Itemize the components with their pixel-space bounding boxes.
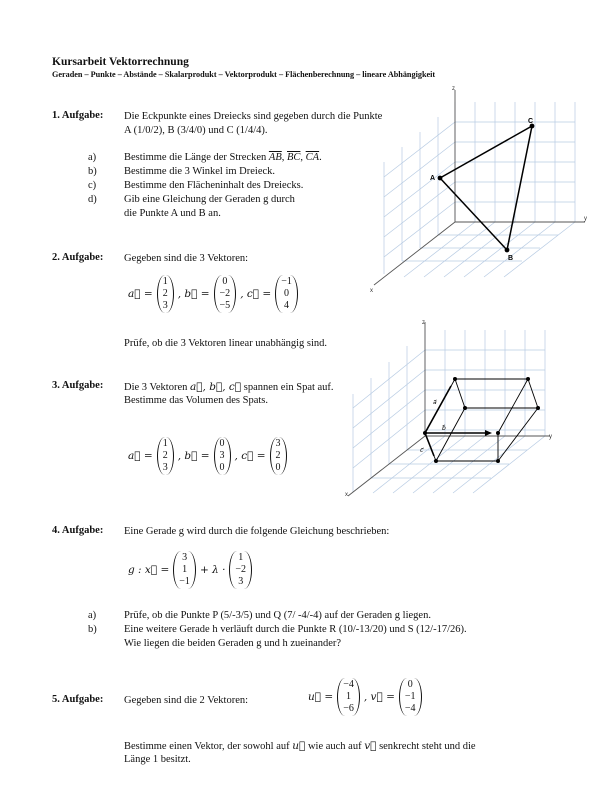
vec-b-comp-2: −2 bbox=[219, 288, 231, 299]
triangle-3d-figure bbox=[360, 82, 592, 294]
support-vector bbox=[173, 551, 196, 589]
direction-comp-1: 1 bbox=[238, 552, 244, 563]
segment-ca: $\overline{CA}$ bbox=[305, 152, 320, 163]
task3-vec-b-column bbox=[214, 437, 231, 475]
task1-intro-line1: Die Eckpunkte eines Dreiecks sind gegeben durch die Punkte bbox=[124, 111, 383, 122]
task4-item-b-text2: Wie liegen die beiden Geraden g und h zueinander? bbox=[124, 638, 342, 649]
point-b bbox=[505, 248, 510, 253]
vec-c-symbol: , c⃗ = bbox=[240, 288, 272, 300]
task2-question: Prüfe, ob die 3 Vektoren linear unabhängig sind. bbox=[124, 338, 328, 349]
support-comp-1: 3 bbox=[182, 552, 188, 563]
task5-q-pre: Bestimme einen Vektor, der sowohl auf bbox=[124, 741, 290, 752]
triangle-abc bbox=[440, 126, 532, 250]
x-axis bbox=[348, 436, 425, 496]
segment-ab: $\overline{AB}$ bbox=[268, 152, 282, 163]
task3-vec-b-comp-2: 3 bbox=[219, 450, 225, 461]
vec-a-comp-2: 2 bbox=[162, 288, 168, 299]
vec-a-column bbox=[157, 275, 174, 313]
grid-lines bbox=[384, 102, 575, 277]
task3-line2: Bestimme das Volumen des Spats. bbox=[124, 395, 268, 406]
x-axis bbox=[374, 222, 455, 285]
vec-a-comp-3: 3 bbox=[162, 300, 168, 311]
task5-q-mid2: senkrecht steht und die bbox=[379, 741, 476, 752]
vector-b-label: b⃗ bbox=[442, 426, 446, 432]
task1-item-a-text: Bestimme die Länge der Strecken bbox=[124, 152, 267, 163]
direction-comp-3: 3 bbox=[238, 576, 244, 587]
point-a bbox=[438, 176, 443, 181]
task3-vec-c-comp-1: 3 bbox=[275, 438, 281, 449]
task1-intro-line2: A (1/0/2), B (3/4/0) und C (1/4/4). bbox=[124, 125, 268, 136]
vector-b-arrowhead bbox=[485, 430, 492, 436]
z-axis-label: z bbox=[422, 320, 425, 326]
task5-q-mid1: wie auch auf bbox=[307, 741, 362, 752]
vector-a-label: a⃗ bbox=[433, 400, 437, 406]
vec-b-comp-1: 0 bbox=[222, 276, 228, 287]
task1-item-a-letter: a) bbox=[88, 152, 97, 163]
vec-v-symbol: , v⃗ = bbox=[363, 691, 395, 703]
line-equation-g bbox=[128, 551, 254, 589]
task5-u-symbol: u⃗ bbox=[292, 740, 306, 752]
task3-line1-pre: Die 3 Vektoren bbox=[124, 382, 188, 393]
x-axis-label: x bbox=[370, 288, 373, 294]
task3-vec-b-comp-3: 0 bbox=[219, 462, 225, 473]
task3-vec-c-comp-2: 2 bbox=[275, 450, 281, 461]
task5-question-line2: Länge 1 besitzt. bbox=[124, 754, 191, 765]
task3-vec-b-symbol: , b⃗ = bbox=[177, 450, 210, 462]
task3-vec-c-comp-3: 0 bbox=[275, 462, 281, 473]
vector-c-arrow bbox=[425, 433, 434, 456]
grid-lines bbox=[353, 330, 545, 493]
task3-vec-a-comp-3: 3 bbox=[162, 462, 168, 473]
vec-a-symbol: a⃗ = bbox=[128, 288, 153, 300]
task3-vec-a-comp-2: 2 bbox=[162, 450, 168, 461]
task1-label: 1. Aufgabe: bbox=[52, 110, 104, 121]
task1-item-c-text: Bestimme den Flächeninhalt des Dreiecks. bbox=[124, 180, 304, 191]
axes bbox=[374, 90, 585, 285]
vec-a-comp-1: 1 bbox=[162, 276, 168, 287]
segment-bc: $\overline{BC}$ bbox=[287, 152, 301, 163]
vec-b-comp-3: −5 bbox=[219, 300, 231, 311]
task3-vec-c-symbol: , c⃗ = bbox=[234, 450, 266, 462]
task5-intro: Gegeben sind die 2 Vektoren: bbox=[124, 695, 249, 706]
vec-c-comp-1: −1 bbox=[281, 276, 292, 287]
axes bbox=[348, 322, 550, 496]
vec-c-comp-2: 0 bbox=[284, 288, 289, 299]
task4-label: 4. Aufgabe: bbox=[52, 525, 104, 536]
task3-vec-a-comp-1: 1 bbox=[162, 438, 168, 449]
document-subtitle: Geraden – Punkte – Abstände – Skalarprodukt – Vektorprodukt – Flächenberechnung – lineare Abhängigkeit bbox=[52, 70, 436, 79]
task2-vectors bbox=[128, 275, 300, 313]
vec-u-column bbox=[337, 678, 360, 716]
vec-u-comp-2: 1 bbox=[346, 691, 352, 702]
task4-intro: Eine Gerade g wird durch die folgende Gleichung beschrieben: bbox=[124, 526, 390, 537]
task4-item-a-text: Prüfe, ob die Punkte P (5/-3/5) und Q (7/ -4/-4) auf der Geraden g liegen. bbox=[124, 610, 431, 621]
task1-item-c-letter: c) bbox=[88, 180, 97, 191]
document-title: Kursarbeit Vektorrechnung bbox=[52, 56, 189, 68]
task1-item-d-text: Gib eine Gleichung der Geraden g durch bbox=[124, 194, 295, 205]
task3-line1 bbox=[124, 380, 334, 395]
task1-item-b-text: Bestimme die 3 Winkel im Dreieck. bbox=[124, 166, 276, 177]
task3-vec-c-column bbox=[270, 437, 287, 475]
direction-vector bbox=[229, 551, 252, 589]
task3-vec-b-comp-1: 0 bbox=[219, 438, 225, 449]
vector-a-arrow bbox=[425, 386, 451, 433]
task3-vec-a-column bbox=[157, 437, 174, 475]
vec-b-column bbox=[214, 275, 237, 313]
x-axis-label: x bbox=[345, 492, 348, 498]
vec-c-column bbox=[275, 275, 298, 313]
task5-question-line1 bbox=[124, 739, 476, 754]
support-comp-3: −1 bbox=[179, 576, 190, 587]
task2-label: 2. Aufgabe: bbox=[52, 252, 104, 263]
task2-intro: Gegeben sind die 3 Vektoren: bbox=[124, 253, 249, 264]
vec-v-comp-1: 0 bbox=[407, 679, 413, 690]
task5-vectors bbox=[308, 678, 424, 716]
task3-vectors bbox=[128, 437, 289, 475]
vec-u-comp-1: −4 bbox=[343, 679, 354, 690]
task5-v-symbol: v⃗ bbox=[364, 740, 377, 752]
z-axis-label: z bbox=[452, 86, 455, 92]
vec-u-symbol: u⃗ = bbox=[308, 691, 334, 703]
task4-item-b-letter: b) bbox=[88, 624, 97, 635]
direction-comp-2: −2 bbox=[235, 564, 247, 575]
point-b-label: B bbox=[508, 255, 514, 262]
task3-line1-post: spannen ein Spat auf. bbox=[243, 382, 334, 393]
task5-label: 5. Aufgabe: bbox=[52, 694, 104, 705]
vector-c-label: c⃗ bbox=[420, 448, 424, 454]
task1-item-d-text2: die Punkte A und B an. bbox=[124, 208, 221, 219]
point-a-label: A bbox=[430, 175, 436, 182]
task4-item-a-letter: a) bbox=[88, 610, 97, 621]
task3-label: 3. Aufgabe: bbox=[52, 380, 104, 391]
parallelepiped-edges bbox=[425, 379, 538, 461]
line-g-lhs: g : x⃗ = bbox=[128, 564, 170, 576]
y-axis-label: y bbox=[584, 216, 587, 222]
vec-v-comp-2: −1 bbox=[404, 691, 416, 702]
spanning-vectors bbox=[425, 386, 488, 456]
vec-c-comp-3: 4 bbox=[284, 300, 289, 311]
vec-v-column bbox=[399, 678, 422, 716]
vec-b-symbol: , b⃗ = bbox=[177, 288, 210, 300]
y-axis-label: y bbox=[549, 434, 552, 440]
vec-v-comp-3: −4 bbox=[404, 703, 416, 714]
vec-u-comp-3: −6 bbox=[343, 703, 354, 714]
spat-3d-figure bbox=[340, 316, 558, 500]
task3-vector-symbols: a⃗, b⃗, c⃗ bbox=[190, 381, 242, 393]
support-comp-2: 1 bbox=[182, 564, 188, 575]
task4-item-b-text: Eine weitere Gerade h verläuft durch die Punkte R (10/-13/20) und S (12/-17/26). bbox=[124, 624, 467, 635]
task3-vec-a-symbol: a⃗ = bbox=[128, 450, 153, 462]
task1-item-d-letter: d) bbox=[88, 194, 97, 205]
task1-item-b-letter: b) bbox=[88, 166, 97, 177]
task1-item-a: Bestimme die Länge der Strecken $\overline{AB}$, $\overline{BC}$, $\overline{CA}$. bbox=[124, 152, 322, 163]
point-c-label: C bbox=[528, 118, 534, 125]
lambda-term: + λ · bbox=[199, 564, 226, 576]
